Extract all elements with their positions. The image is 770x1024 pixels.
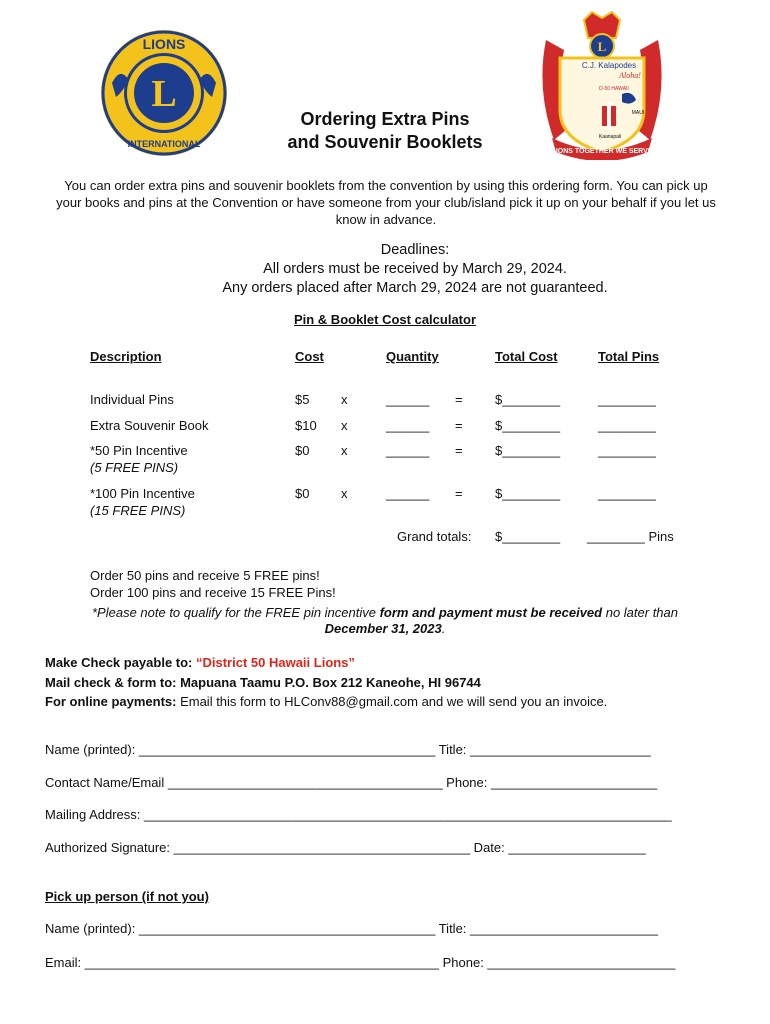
row-quantity-blank[interactable]: ______ <box>386 392 430 407</box>
row-cost: $0 <box>295 486 310 501</box>
incentive-note <box>40 605 730 637</box>
name-title-field[interactable]: Name (printed): _________________________________________ Title: _________________________ <box>45 742 651 757</box>
check-payable-line <box>45 655 355 670</box>
grand-total-pins-blank[interactable]: ________ Pins <box>587 529 674 544</box>
svg-text:Kaanapali: Kaanapali <box>598 134 622 140</box>
svg-text:D-50 HAWAII: D-50 HAWAII <box>599 86 629 92</box>
row-pins-blank[interactable]: ________ <box>598 486 656 501</box>
row-pins-blank[interactable]: ________ <box>598 443 656 458</box>
row-times: x <box>341 443 348 458</box>
row-equals: = <box>455 418 463 433</box>
check-label: Make Check payable to: <box>45 655 196 670</box>
grand-total-cost-blank[interactable]: $________ <box>495 529 561 544</box>
row-desc: Individual Pins <box>90 392 174 407</box>
row-times: x <box>341 392 348 407</box>
offer-block <box>90 567 336 601</box>
row-cost: $5 <box>295 392 310 407</box>
deadline-line-2: Any orders placed after March 29, 2024 are not guaranteed. <box>222 280 608 296</box>
svg-text:L: L <box>597 39 607 54</box>
pickup-name-title-field[interactable]: Name (printed): _________________________________________ Title: __________________________ <box>45 921 659 936</box>
row-quantity-blank[interactable]: ______ <box>386 486 430 501</box>
pickup-email-phone-field[interactable]: Email: _________________________________________________ Phone: __________________________ <box>45 955 676 970</box>
row-pins-blank[interactable]: ________ <box>598 418 656 433</box>
row-times: x <box>341 486 348 501</box>
row-desc: *50 Pin Incentive <box>90 443 188 458</box>
note-part-1: *Please note to qualify for the FREE pin incentive <box>91 605 380 620</box>
deadlines-block <box>0 241 770 298</box>
check-payee: “District 50 Hawaii Lions” <box>196 655 355 670</box>
signature-date-field[interactable]: Authorized Signature: _________________________________________ Date: ___________________ <box>45 840 646 855</box>
pickup-heading: Pick up person (if not you) <box>45 889 209 904</box>
note-end: . <box>441 621 446 636</box>
svg-text:LIONS: LIONS <box>142 36 186 52</box>
row-cost: $10 <box>295 418 317 433</box>
offer-line-2: Order 100 pins and receive 15 FREE Pins! <box>90 585 336 600</box>
calculator-title: Pin & Booklet Cost calculator <box>293 312 477 327</box>
grand-totals-label: Grand totals: <box>397 529 472 544</box>
note-bold-1: form and payment must be received <box>379 605 603 620</box>
online-label: For online payments: <box>45 694 181 709</box>
title-line-2: and Souvenir Booklets <box>287 132 483 152</box>
svg-text:INTERNATIONAL: INTERNATIONAL <box>127 139 201 149</box>
row-desc: *100 Pin Incentive <box>90 486 195 501</box>
mail-line: Mail check & form to: Mapuana Taamu P.O. Box 212 Kaneohe, HI 96744 <box>45 675 481 690</box>
online-payment-line <box>45 694 607 709</box>
mailing-address-field[interactable]: Mailing Address: _________________________________________________________________________ <box>45 807 672 822</box>
header-quantity: Quantity <box>386 349 439 364</box>
svg-text:Aloha!: Aloha! <box>619 71 641 80</box>
row-equals: = <box>455 443 463 458</box>
header-cost: Cost <box>295 349 324 364</box>
svg-text:C.J. Kalapodes: C.J. Kalapodes <box>581 61 637 70</box>
row-quantity-blank[interactable]: ______ <box>386 418 430 433</box>
online-value: Email this form to HLConv88@gmail.com and we will send you an invoice. <box>180 694 608 709</box>
row-times: x <box>341 418 348 433</box>
intro-paragraph: You can order extra pins and souvenir booklets from the convention by using this ordering form. You can pick up your books and pins at the Convention or have someone from your club/island pick it up on your behalf if you let us know in advance. <box>56 178 716 227</box>
row-sub: (5 FREE PINS) <box>90 460 179 475</box>
row-equals: = <box>455 486 463 501</box>
note-part-2: no later than <box>602 605 678 620</box>
row-quantity-blank[interactable]: ______ <box>386 443 430 458</box>
header-total-cost: Total Cost <box>495 349 558 364</box>
offer-line-1: Order 50 pins and receive 5 FREE pins! <box>90 568 320 583</box>
row-equals: = <box>455 392 463 407</box>
deadline-line-1: All orders must be received by March 29, 2024. <box>263 261 567 277</box>
row-total-blank[interactable]: $________ <box>495 392 561 407</box>
row-total-blank[interactable]: $________ <box>495 486 561 501</box>
row-sub: (15 FREE PINS) <box>90 503 186 518</box>
row-pins-blank[interactable]: ________ <box>598 392 656 407</box>
row-cost: $0 <box>295 443 310 458</box>
row-desc: Extra Souvenir Book <box>90 418 209 433</box>
form-title <box>0 108 770 154</box>
note-bold-2: December 31, 2023 <box>324 621 442 636</box>
row-total-blank[interactable]: $________ <box>495 443 561 458</box>
svg-text:LIONS TOGETHER WE SERVE: LIONS TOGETHER WE SERVE <box>551 148 653 155</box>
svg-text:MAUI: MAUI <box>631 110 645 116</box>
row-total-blank[interactable]: $________ <box>495 418 561 433</box>
contact-phone-field[interactable]: Contact Name/Email ______________________________________ Phone: _______________________ <box>45 775 658 790</box>
header-total-pins: Total Pins <box>598 349 660 364</box>
title-line-1: Ordering Extra Pins <box>300 109 470 129</box>
header-description: Description <box>90 349 162 364</box>
svg-text:L: L <box>151 73 177 115</box>
deadlines-label: Deadlines: <box>380 242 450 258</box>
